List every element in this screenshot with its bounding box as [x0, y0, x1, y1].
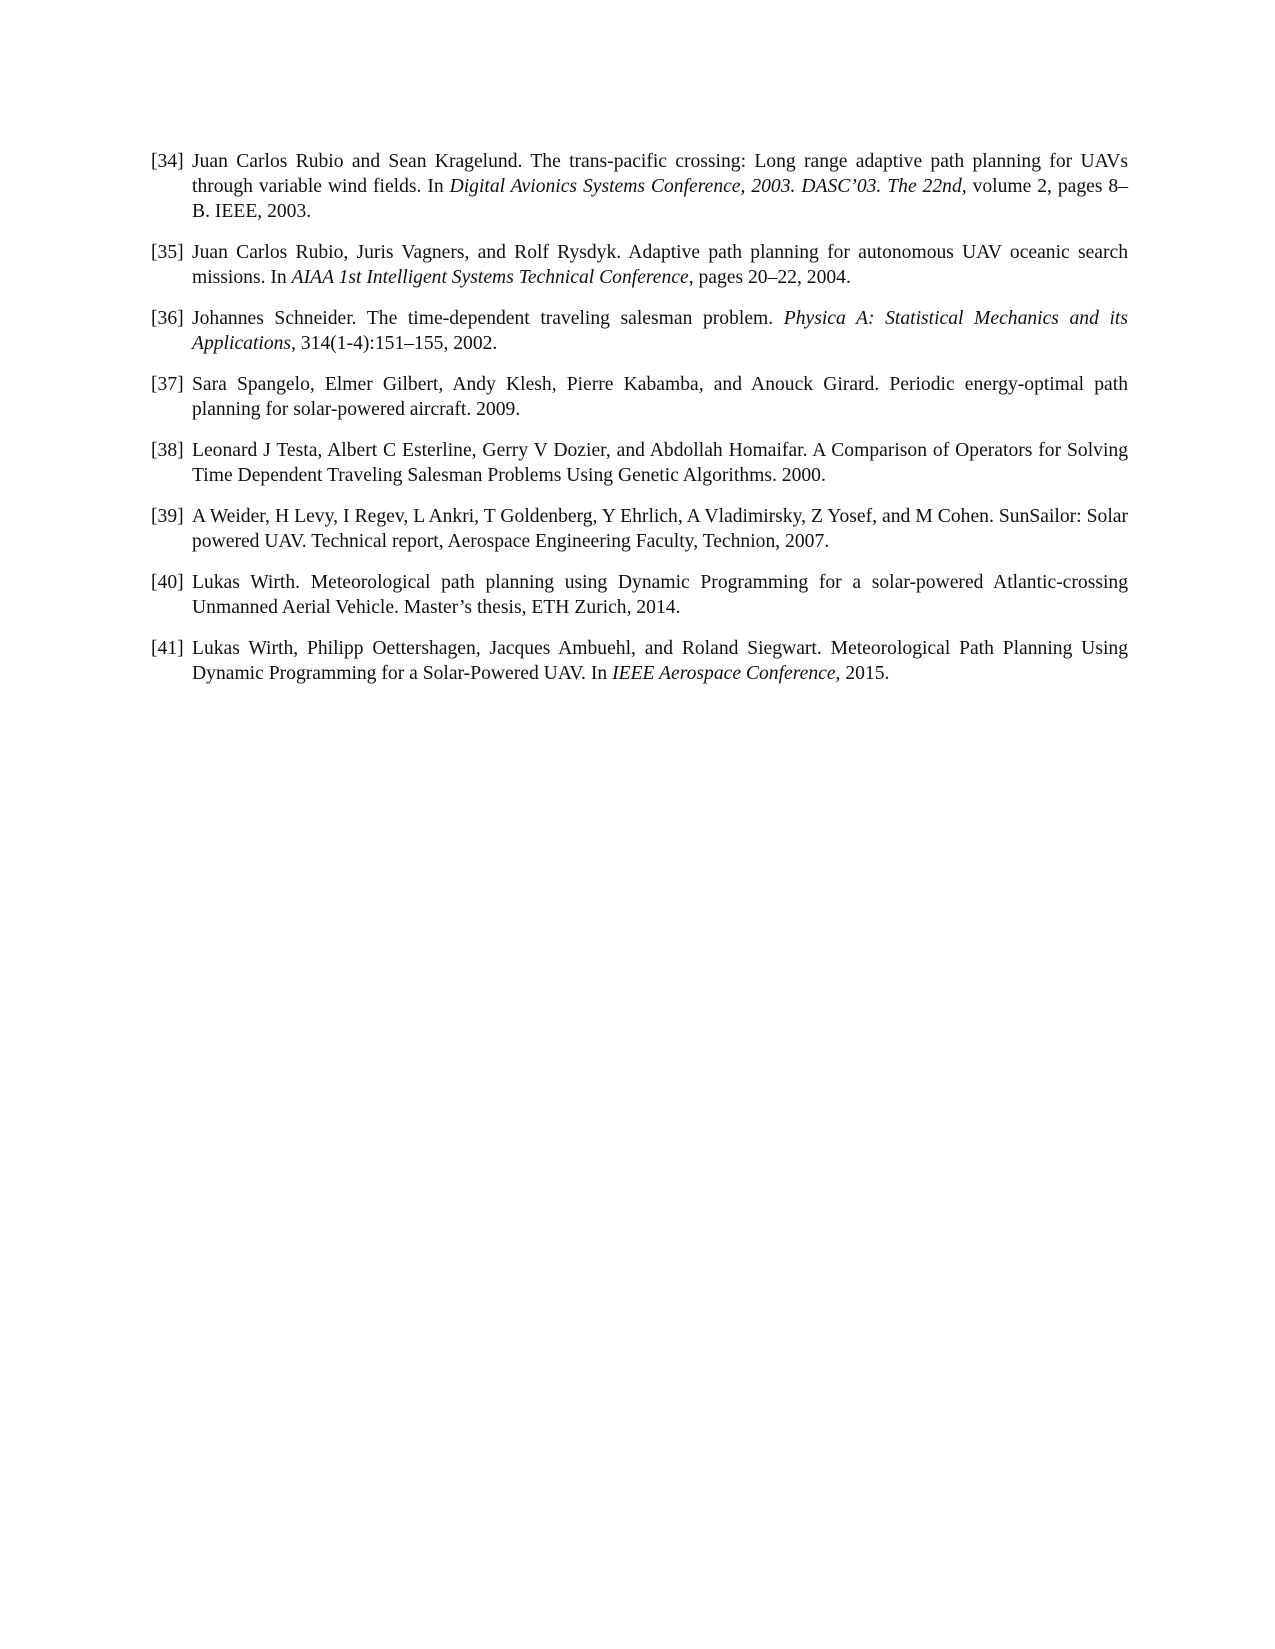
reference-number: [40]: [151, 572, 184, 593]
reference-text: [192, 242, 1128, 288]
reference-number: [34]: [151, 151, 184, 172]
reference-venue: IEEE Aerospace Conference: [612, 663, 836, 684]
reference-item: [151, 149, 1128, 224]
reference-number: [38]: [151, 440, 184, 461]
reference-item: [151, 240, 1128, 290]
reference-text: [192, 308, 1128, 354]
reference-text: [192, 374, 1128, 420]
reference-segment: Juan Carlos Rubio and Sean Kragelund. The trans-pacific crossing: Long range adaptive path planning for UAVs through variable wind fields. In: [192, 151, 1128, 197]
reference-segment: A Weider, H Levy, I Regev, L Ankri, T Goldenberg, Y Ehrlich, A Vladimirsky, Z Yosef, and M Cohen. SunSailor: Solar powered UAV. Technical report, Aerospace Engineering Faculty, Technion, 2007.: [192, 506, 1128, 552]
reference-segment: , 314(1-4):151–155, 2002.: [291, 333, 498, 354]
reference-venue: Physica A: Statistical Mechanics and its Applications: [192, 308, 1128, 354]
reference-segment: Sara Spangelo, Elmer Gilbert, Andy Klesh, Pierre Kabamba, and Anouck Girard. Periodic energy-optimal path planning for solar-powered aircraft. 2009.: [192, 374, 1128, 420]
reference-item: [151, 438, 1128, 488]
reference-list: [151, 149, 1128, 702]
reference-segment: Johannes Schneider. The time-dependent traveling salesman problem.: [192, 308, 784, 329]
reference-number: [36]: [151, 308, 184, 329]
reference-segment: Juan Carlos Rubio, Juris Vagners, and Rolf Rysdyk. Adaptive path planning for autonomous UAV oceanic search missions. In: [192, 242, 1128, 288]
reference-segment: , 2015.: [835, 663, 890, 684]
reference-item: [151, 306, 1128, 356]
reference-text: [192, 440, 1128, 486]
reference-number: [35]: [151, 242, 184, 263]
reference-item: [151, 504, 1128, 554]
reference-text: [192, 151, 1128, 222]
reference-text: [192, 506, 1128, 552]
reference-text: [192, 638, 1128, 684]
reference-text: [192, 572, 1128, 618]
reference-item: [151, 570, 1128, 620]
reference-item: [151, 372, 1128, 422]
reference-number: [37]: [151, 374, 184, 395]
reference-segment: Lukas Wirth, Philipp Oettershagen, Jacques Ambuehl, and Roland Siegwart. Meteorological Path Planning Using Dynamic Programming for a Solar-Powered UAV. In: [192, 638, 1128, 684]
reference-segment: , pages 20–22, 2004.: [688, 267, 851, 288]
reference-segment: , volume 2, pages 8–B. IEEE, 2003.: [192, 176, 1128, 222]
reference-segment: Lukas Wirth. Meteorological path planning using Dynamic Programming for a solar-powered Atlantic-crossing Unmanned Aerial Vehicle. Master’s thesis, ETH Zurich, 2014.: [192, 572, 1128, 618]
reference-number: [39]: [151, 506, 184, 527]
reference-venue: AIAA 1st Intelligent Systems Technical Conference: [291, 267, 689, 288]
reference-item: [151, 636, 1128, 686]
reference-segment: Leonard J Testa, Albert C Esterline, Gerry V Dozier, and Abdollah Homaifar. A Comparison of Operators for Solving Time Dependent Traveling Salesman Problems Using Genetic Algorithms. 2000.: [192, 440, 1128, 486]
reference-number: [41]: [151, 638, 184, 659]
reference-venue: Digital Avionics Systems Conference, 2003. DASC’03. The 22nd: [449, 176, 962, 197]
